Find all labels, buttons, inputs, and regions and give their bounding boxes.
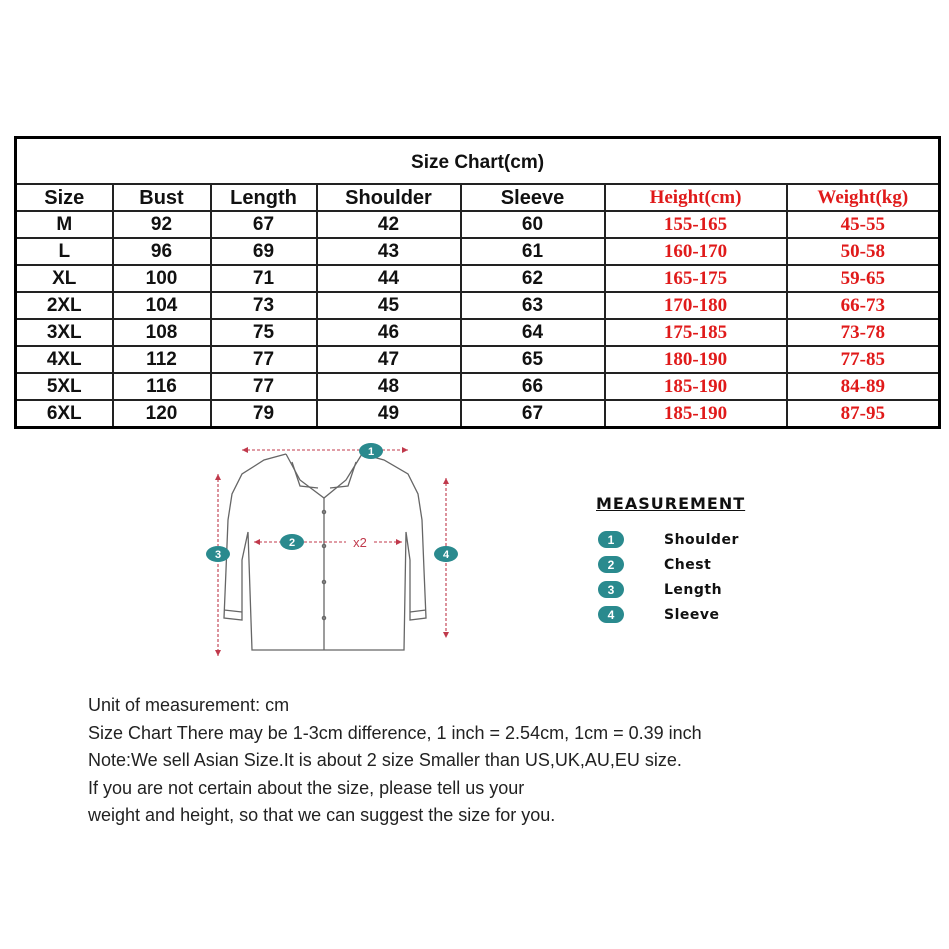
cell-bust: 112: [113, 346, 211, 373]
cell-bust: 116: [113, 373, 211, 400]
cell-length: 75: [211, 319, 317, 346]
cell-size: L: [16, 238, 113, 265]
svg-text:2: 2: [288, 537, 296, 549]
note-line-difference: Size Chart There may be 1-3cm difference, 1 inch = 2.54cm, 1cm = 0.39 inch: [88, 722, 702, 743]
cell-shoulder: 48: [317, 373, 461, 400]
cell-shoulder: 47: [317, 346, 461, 373]
cell-bust: 104: [113, 292, 211, 319]
header-shoulder: Shoulder: [317, 184, 461, 211]
cell-length: 73: [211, 292, 317, 319]
cell-height: 180-190: [605, 346, 787, 373]
cell-sleeve: 63: [461, 292, 605, 319]
cell-length: 69: [211, 238, 317, 265]
table-title: Size Chart(cm): [16, 138, 940, 185]
number-badge-icon: 4: [598, 606, 624, 623]
shirt-diagram: [196, 440, 476, 665]
cell-shoulder: 43: [317, 238, 461, 265]
marker-4: [434, 546, 458, 562]
cell-sleeve: 61: [461, 238, 605, 265]
size-notes: [88, 692, 702, 830]
cell-height: 175-185: [605, 319, 787, 346]
legend-title: MEASUREMENT: [596, 494, 746, 513]
cell-size: 5XL: [16, 373, 113, 400]
cell-size: 4XL: [16, 346, 113, 373]
note-line-advice: If you are not certain about the size, please tell us your: [88, 777, 525, 798]
header-size: Size: [16, 184, 113, 211]
header-height: Height(cm): [605, 184, 787, 211]
cell-length: 67: [211, 211, 317, 238]
header-length: Length: [211, 184, 317, 211]
cell-sleeve: 62: [461, 265, 605, 292]
table-row: [16, 400, 940, 428]
cell-sleeve: 67: [461, 400, 605, 428]
table-row: [16, 265, 940, 292]
header-weight: Weight(kg): [787, 184, 940, 211]
cell-shoulder: 46: [317, 319, 461, 346]
cell-bust: 96: [113, 238, 211, 265]
svg-text:1: 1: [367, 446, 375, 458]
legend-label: Length: [664, 581, 723, 598]
cell-size: 6XL: [16, 400, 113, 428]
cell-weight: 45-55: [787, 211, 940, 238]
marker-3: [206, 546, 230, 562]
note-line-suggest: weight and height, so that we can suggest the size for you.: [88, 805, 556, 825]
cell-weight: 59-65: [787, 265, 940, 292]
cell-size: XL: [16, 265, 113, 292]
table-row: [16, 211, 940, 238]
legend-item-chest: [596, 552, 816, 577]
marker-1: [359, 443, 383, 459]
cell-height: 165-175: [605, 265, 787, 292]
svg-text:3: 3: [214, 549, 222, 561]
cell-height: 185-190: [605, 373, 787, 400]
cell-weight: 87-95: [787, 400, 940, 428]
cell-sleeve: 65: [461, 346, 605, 373]
cell-shoulder: 49: [317, 400, 461, 428]
cell-weight: 50-58: [787, 238, 940, 265]
shirt-outline: [224, 454, 426, 650]
measurement-legend: [596, 494, 816, 627]
cell-height: 160-170: [605, 238, 787, 265]
cell-sleeve: 64: [461, 319, 605, 346]
svg-text:4: 4: [442, 549, 450, 561]
table-row: [16, 238, 940, 265]
cell-shoulder: 44: [317, 265, 461, 292]
cell-bust: 92: [113, 211, 211, 238]
cell-height: 185-190: [605, 400, 787, 428]
legend-label: Sleeve: [664, 606, 720, 623]
cell-bust: 108: [113, 319, 211, 346]
cell-weight: 73-78: [787, 319, 940, 346]
number-badge-icon: 2: [598, 556, 624, 573]
table-row: [16, 346, 940, 373]
cell-weight: 66-73: [787, 292, 940, 319]
header-sleeve: Sleeve: [461, 184, 605, 211]
cell-height: 170-180: [605, 292, 787, 319]
marker-2: [280, 534, 304, 550]
cell-shoulder: 45: [317, 292, 461, 319]
cell-weight: 84-89: [787, 373, 940, 400]
legend-label: Shoulder: [664, 531, 739, 548]
cell-length: 77: [211, 373, 317, 400]
cell-length: 79: [211, 400, 317, 428]
legend-item-length: [596, 577, 816, 602]
cell-length: 77: [211, 346, 317, 373]
table-row: [16, 373, 940, 400]
legend-item-sleeve: [596, 602, 816, 627]
cell-bust: 120: [113, 400, 211, 428]
cell-weight: 77-85: [787, 346, 940, 373]
chest-multiplier: x2: [353, 535, 367, 550]
cell-shoulder: 42: [317, 211, 461, 238]
cell-length: 71: [211, 265, 317, 292]
table-row: [16, 292, 940, 319]
number-badge-icon: 3: [598, 581, 624, 598]
cell-height: 155-165: [605, 211, 787, 238]
cell-size: 3XL: [16, 319, 113, 346]
number-badge-icon: 1: [598, 531, 624, 548]
legend-item-shoulder: [596, 527, 816, 552]
legend-label: Chest: [664, 556, 712, 573]
table-header-row: [16, 184, 940, 211]
cell-bust: 100: [113, 265, 211, 292]
header-bust: Bust: [113, 184, 211, 211]
table-row: [16, 319, 940, 346]
size-chart-table: [14, 136, 941, 429]
note-line-asian-size: Note:We sell Asian Size.It is about 2 size Smaller than US,UK,AU,EU size.: [88, 750, 682, 770]
cell-size: M: [16, 211, 113, 238]
cell-sleeve: 60: [461, 211, 605, 238]
cell-size: 2XL: [16, 292, 113, 319]
cell-sleeve: 66: [461, 373, 605, 400]
note-line-unit: Unit of measurement: cm: [88, 695, 290, 715]
